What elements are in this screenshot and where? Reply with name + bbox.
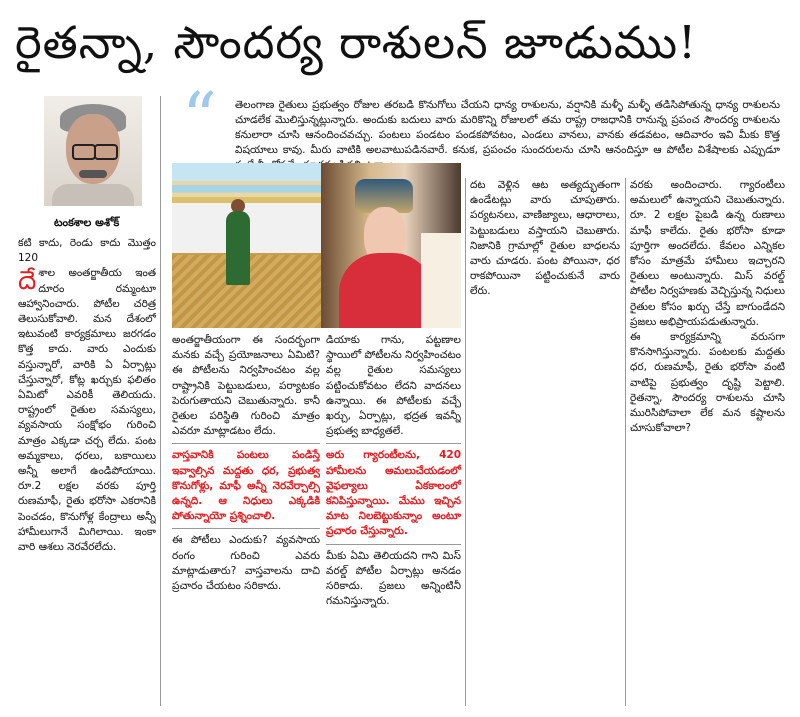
column-rule — [625, 178, 626, 706]
woman-figure — [226, 211, 250, 285]
column-3 — [326, 333, 461, 706]
column-1-lead: కటి కాదు, రెండు కాదు మొత్తం 120 — [18, 237, 156, 265]
column-rule — [160, 96, 161, 706]
column-3-tail: మీకు ఏమి తెలియదని గాని మిస్ వరల్డ్ పోటీల ఏర్పాట్లు అనడం సరికాదు. ప్రజలు అన్నింటినీ గమనిస్తున్నారు. — [326, 549, 461, 608]
column-5 — [630, 178, 785, 706]
queen-dress — [339, 253, 433, 328]
photo-side-people — [421, 233, 461, 328]
photo-roof — [172, 163, 328, 185]
column-1 — [18, 236, 156, 706]
column-4 — [470, 178, 620, 706]
farmer-photo — [172, 163, 328, 328]
drop-cap: దే — [18, 266, 37, 297]
quote-icon: “ — [182, 79, 217, 158]
moustache — [79, 170, 107, 178]
column-1-text — [18, 266, 156, 555]
eyeglasses-left — [72, 144, 96, 160]
column-2-body: అంతర్జాతీయంగా ఈ సందర్భంగా మనకు వచ్చే ప్రయోజనాలు ఏమిటి? ఈ పోటీలను నిర్వహించటం వల్ల రాష్ట్రానికి పెట్టుబడులు, పర్యాటకం పెరుగుతాయని చెబుతున్నారు. కానీ రైతుల పరిస్థితి గురించి మాత్రం ఎవరూ మాట్లాడటం లేదు. — [172, 334, 320, 438]
eyeglasses-right — [94, 144, 118, 160]
column-5-body: వరకు అందించారు. గ్యారంటీలు అమలులో ఉన్నాయని చెబుతున్నారు. రూ. 2 లక్షల పైబడి ఉన్న రుణాలు మాఫీ కాలేదు. రైతు భరోసా కూడా పూర్తిగా అందలేదు. కేవలం ఎన్నికల కోసం మాత్రమే హామీలు ఇచ్చారని రైతులు అంటున్నారు. మిస్ వరల్డ్ పోటీల నిర్వహణకు వెచ్చిస్తున్న నిధులు రైతుల కోసం ఖర్చు చేస్తే బాగుండేదని ప్రజలు అభిప్రాయపడుతున్నారు. — [630, 179, 785, 328]
author-name: టంకశాల అశోక్ — [54, 216, 120, 229]
intro-paragraph: తెలంగాణ రైతులు ప్రభుత్వం రోజుల తరబడి కొనుగోలు చేయని ధాన్య రాశులను, వర్షానికి మళ్ళీ మళ్ళీ తడిసిపోతున్న ధాన్య రాశులను చూడలేక మొలిస్తున్నట్లున్నారు. అందుకు బదులు వారు మరికొన్ని రోజులలో తమ రాష్ట్ర రాజధానికి రానున్న ప్రపంచ సౌందర్య రాశులను కనులారా చూసి ఆనందించవచ్చు. పంటలు పండటం పండకపోవటం, ఎండలు వానలు, వానకు తడవటం, ఆదివారం ఇవి మీకు కొత్త విషయాలు కావు. మీరు వాటికి అలవాటుపడినవారే. కనుక, ప్రపంచం సుందరులను చూసి ఆనందిస్తూ ఆ పోటీల విశేషాలకు ఎప్పుడూ — [235, 99, 780, 156]
column-3-highlight: అరు గ్యారంటీలను, 420 హామీలను అమలుచేయడంలో వైఫల్యాలు ఏకకాలంలో కనిపిస్తున్నాయి. మేము ఇచ్చిన మాట నిలబెట్టుకున్నాం అంటూ ప్రచారం చేస్తున్నారు. — [326, 443, 461, 544]
grain-heap — [172, 255, 328, 328]
column-2-highlight: వాస్తవానికి పంటలు పండిస్తే ఇవ్వాల్సిన మద్దతు ధర, ప్రభుత్వ కొనుగోళ్లు, మాఫీ అన్నీ నెరవేర్చాల్సి ఉన్నది. ఆ నిధులు ఎక్కడికి పోతున్నాయో ప్రశ్నించాలి. — [172, 443, 320, 529]
column-3-body: డియాకు గాను, పట్టణాల స్థాయిలో పోటీలను నిర్వహించటం వల్ల రైతుల సమస్యలు పట్టించుకోవటం లేదని వాదనలు ఉన్నాయి. ఈ పోటీలకు వచ్చే ఖర్చు, ఏర్పాట్లు, భద్రత ఇవన్నీ ప్రభుత్వ బాధ్యతలే. — [326, 334, 461, 438]
author-photo — [44, 96, 142, 206]
shirt — [52, 184, 134, 206]
column-5-tail: ఈ కార్యక్రమాన్ని వరుసగా కొనసాగిస్తున్నారు. పంటలకు మద్దతు ధర, రుణమాఫీ, రైతు భరోసా వంటి వాటిపై ప్రభుత్వం దృష్టి పెట్టాలి. రైతన్నా, సౌందర్య రాశులను చూసి మురిసిపోవాలా లేక మన కష్టాలను చూసుకోవాలా? — [630, 331, 785, 435]
headline: రైతన్నా, సౌందర్య రాశులన్ జూడుము! — [15, 16, 698, 69]
column-rule — [465, 178, 466, 706]
column-4-body: దట వెళ్లిన ఆట అత్యద్భుతంగా ఉండేటట్లు వారు చూపుతారు. పర్యటనలు, వాణిజ్యాలు, ఆధారాలు, పెట్టుబడులు వస్తాయని చెబుతారు. నిజానికి గ్రామాల్లో రైతుల బాధలను వారు చూడరు. పంట పోయినా, ధర రాకపోయినా పట్టించుకునే వారు లేరు. — [470, 179, 620, 298]
column-1-body: శాల అంతర్జాతీయ ఇంత దూరం రమ్మంటూ ఆహ్వానించారు. పోటీల చరిత్ర తెలుసుకోవాలి. మన దేశంలో ఇటువంటి కార్యక్రమాలు జరగడం కొత్త కాదు. వారు ఎందుకు వస్తున్నారో, వారికి ఏ ఏర్పాట్లు చేస్తున్నారో, కోట్ల ఖర్చుకు ఫలితం ఏమిటో ఎవరికీ తెలియదు. రాష్ట్రంలో రైతుల సమస్యలు, వ్యవసాయ సంక్షోభం గురించి మాత్రం ఎక్కడా చర్చ లేదు. పంట అమ్మకాలు, ధరలు, బకాయిలు అన్నీ అలాగే ఉండిపోయాయి. రూ.2 లక్షల వరకు పూర్తి రుణమాఫీ, రైతు భరోసా ఎకరానికి పెంచడం, కొనుగోళ్ల కేంద్రాలు అన్నీ హామీలుగానే మిగిలాయి. ఇంకా వారి ఆశలు నెరవేరలేదు. — [18, 267, 156, 554]
column-2-tail: ఈ పోటీలు ఎందుకు? వ్యవసాయ రంగం గురించి ఎవరు మాట్లాడుతారు? వాస్తవాలను దాచి ప్రచారం చేయటం సరికాదు. — [172, 534, 320, 593]
column-2 — [172, 333, 320, 706]
beauty-queen-photo — [321, 163, 461, 328]
